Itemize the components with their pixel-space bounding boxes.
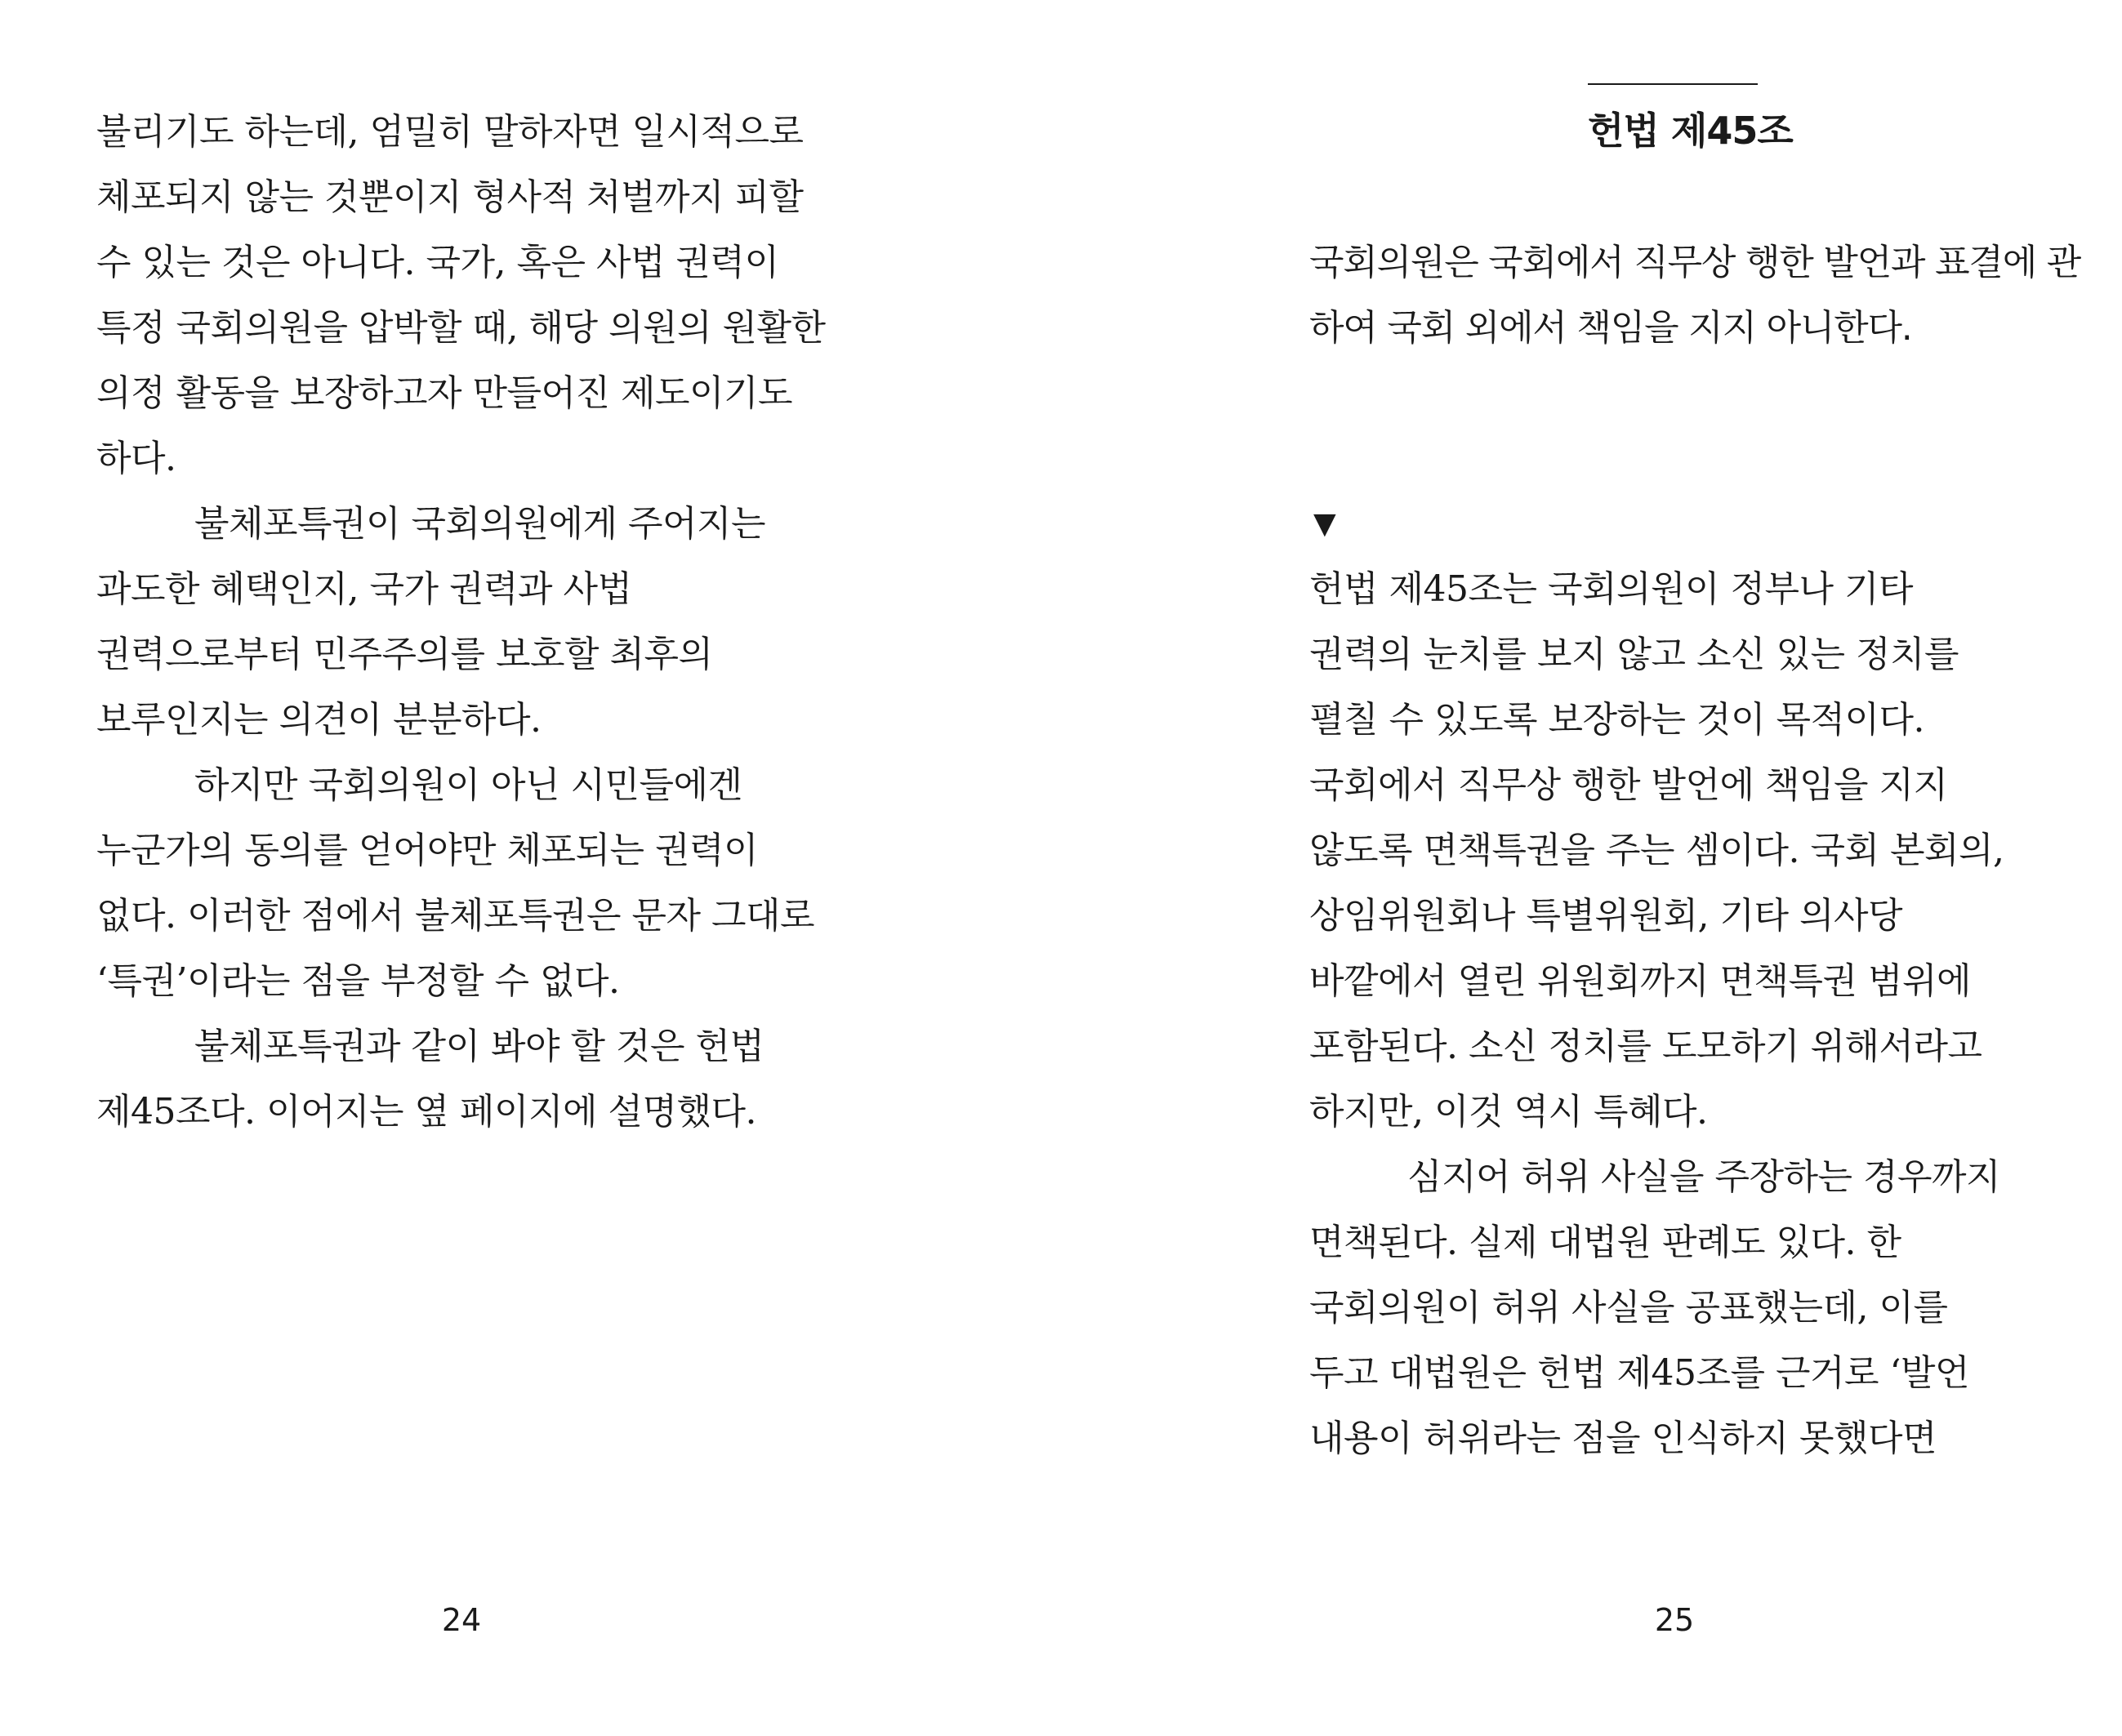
left-text-line: 보루인지는 의견이 분분하다. — [96, 699, 542, 741]
left-paragraph-start: 불체포특권이 국회의원에게 주어지는 — [194, 503, 766, 545]
right-text-line: 면책된다. 실제 대법원 판례도 있다. 한 — [1309, 1222, 1901, 1263]
right-text-line: 헌법 제45조는 국회의원이 정부나 기타 — [1309, 568, 1913, 610]
right-text-line: 포함된다. 소신 정치를 도모하기 위해서라고 — [1309, 1026, 1982, 1067]
right-text-line: 상임위원회나 특별위원회, 기타 의사당 — [1309, 895, 1903, 937]
left-text-line: 수 있는 것은 아니다. 국가, 혹은 사법 권력이 — [96, 242, 779, 283]
right-text-line: 하지만, 이것 역시 특혜다. — [1309, 1091, 1708, 1133]
article-text-line: 하여 국회 외에서 책임을 지지 아니한다. — [1309, 307, 1912, 349]
left-text-line: 의정 활동을 보장하고자 만들어진 제도이기도 — [96, 372, 793, 414]
left-text-line: 누군가의 동의를 얻어야만 체포되는 권력이 — [96, 830, 759, 871]
right-paragraph-start: 심지어 허위 사실을 주장하는 경우까지 — [1407, 1156, 2001, 1198]
left-text-line: 권력으로부터 민주주의를 보호할 최후의 — [96, 634, 713, 675]
right-text-line: 국회에서 직무상 행한 발언에 책임을 지지 — [1309, 764, 1948, 806]
right-text-line: 펼칠 수 있도록 보장하는 것이 목적이다. — [1309, 699, 1924, 741]
left-paragraph-start: 불체포특권과 같이 봐야 할 것은 헌법 — [194, 1026, 765, 1067]
right-text-line: 두고 대법원은 헌법 제45조를 근거로 ‘발언 — [1309, 1352, 1969, 1394]
down-triangle-icon: ▼ — [1313, 507, 1336, 541]
page-number-right: 25 — [1654, 1602, 1695, 1638]
left-text-line: 제45조다. 이어지는 옆 페이지에 설명했다. — [96, 1091, 756, 1133]
heading-rule — [1588, 83, 1758, 85]
left-text-line: 과도한 혜택인지, 국가 권력과 사법 — [96, 568, 632, 610]
left-text-line: 하다. — [96, 438, 176, 479]
article-heading: 헌법 제45조 — [1588, 109, 1793, 153]
left-text-line: 체포되지 않는 것뿐이지 형사적 처벌까지 피할 — [96, 176, 804, 218]
right-text-line: 않도록 면책특권을 주는 셈이다. 국회 본회의, — [1309, 830, 2004, 871]
left-text-line: ‘특권’이라는 점을 부정할 수 없다. — [96, 960, 620, 1002]
page-number-left: 24 — [441, 1602, 482, 1638]
left-text-line: 특정 국회의원을 압박할 때, 해당 의원의 원활한 — [96, 307, 826, 349]
left-text-line: 불리기도 하는데, 엄밀히 말하자면 일시적으로 — [96, 111, 804, 153]
right-text-line: 바깥에서 열린 위원회까지 면책특권 범위에 — [1309, 960, 1972, 1002]
left-paragraph-start: 하지만 국회의원이 아닌 시민들에겐 — [194, 764, 742, 806]
right-text-line: 권력의 눈치를 보지 않고 소신 있는 정치를 — [1309, 634, 1959, 675]
left-text-line: 없다. 이러한 점에서 불체포특권은 문자 그대로 — [96, 895, 814, 937]
right-text-line: 내용이 허위라는 점을 인식하지 못했다면 — [1309, 1418, 1937, 1459]
right-text-line: 국회의원이 허위 사실을 공표했는데, 이를 — [1309, 1287, 1948, 1329]
article-text-line: 국회의원은 국회에서 직무상 행한 발언과 표결에 관 — [1309, 242, 2081, 283]
